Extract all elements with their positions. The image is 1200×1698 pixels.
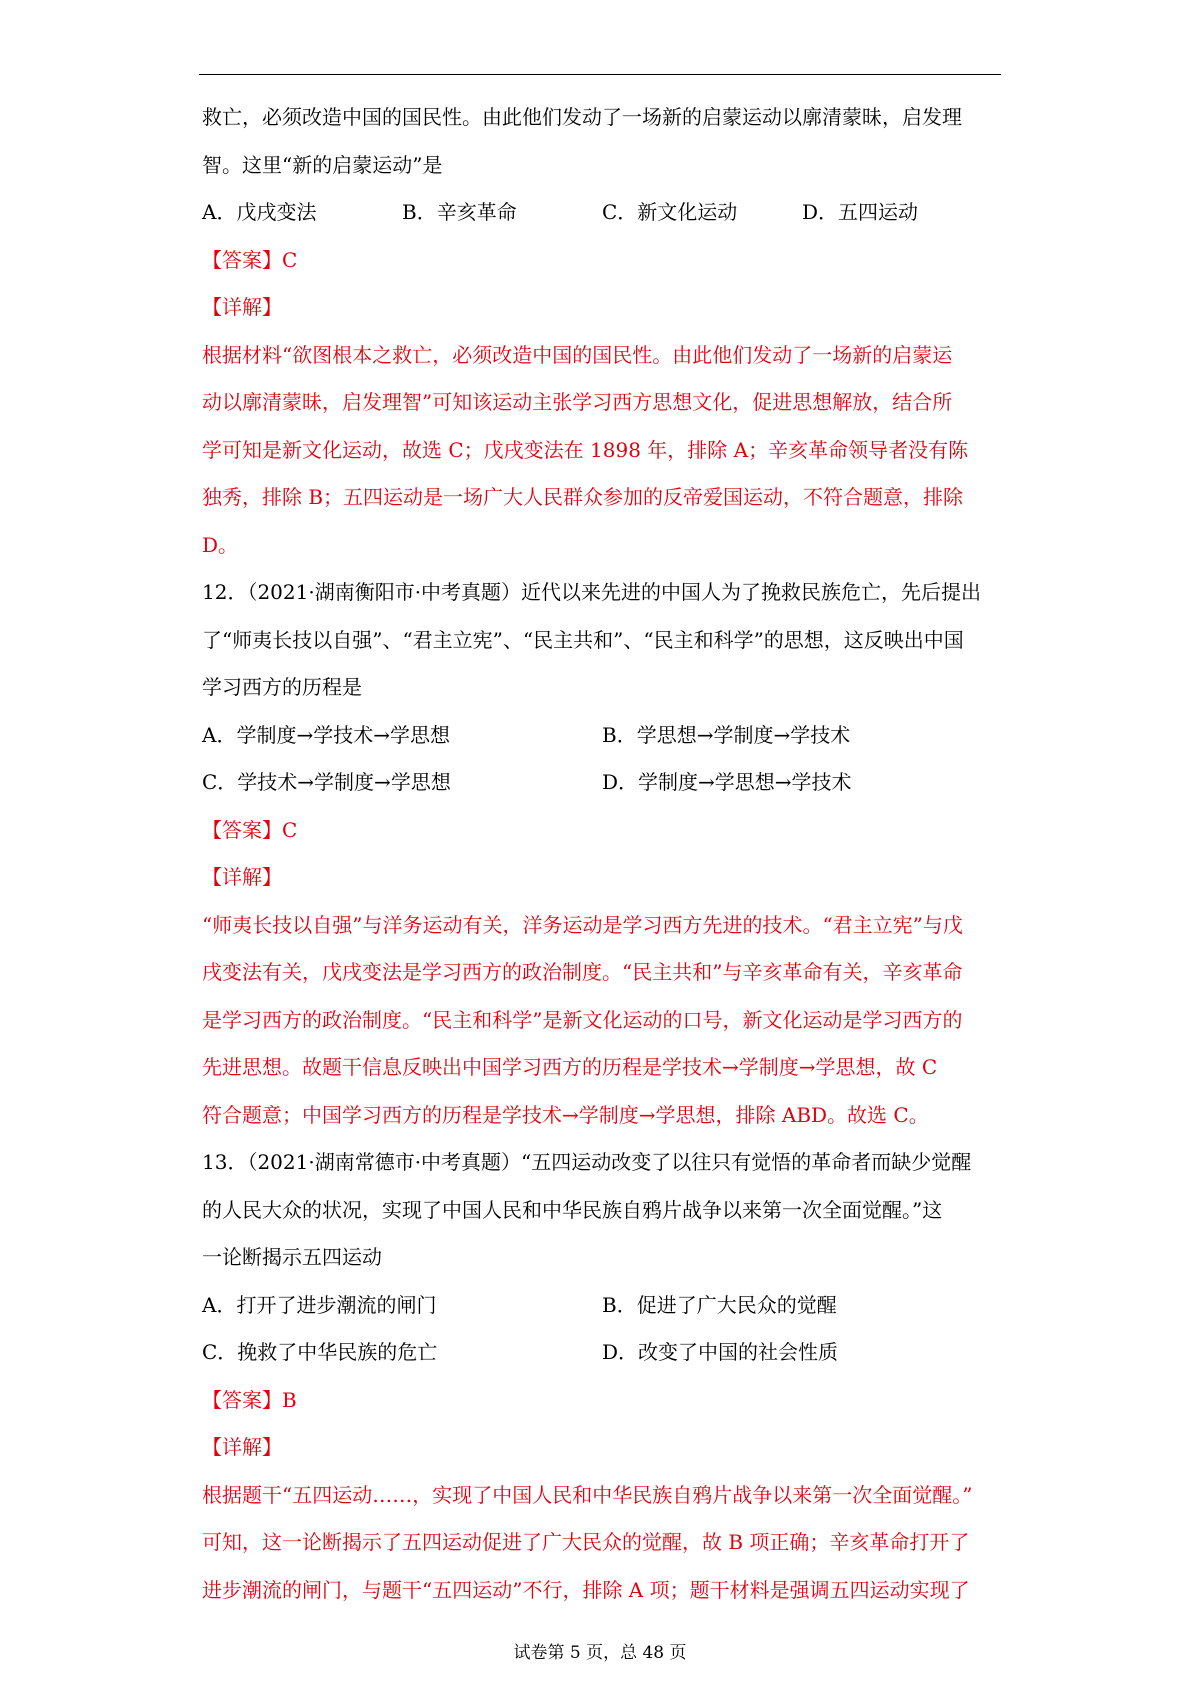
option-a: A．戊戌变法 bbox=[202, 200, 317, 224]
option-a: A．打开了进步潮流的闸门 bbox=[202, 1292, 437, 1317]
option-c: C．新文化运动 bbox=[602, 200, 738, 224]
option-d: D．改变了中国的社会性质 bbox=[602, 1340, 839, 1364]
explanation-line: 戌变法有关，戊戌变法是学习西方的政治制度。“民主共和”与辛亥革命有关，辛亥革命 bbox=[202, 960, 963, 984]
question-stem-line: 了“师夷长技以自强”、“君主立宪”、“民主共和”、“民主和科学”的思想，这反映出中国 bbox=[202, 627, 964, 652]
question-stem-line: 学习西方的历程是 bbox=[202, 675, 362, 699]
explanation-line: 进步潮流的闸门，与题干“五四运动”不行，排除 A 项；题干材料是强调五四运动实现了 bbox=[202, 1577, 970, 1602]
detail-label: 【详解】 bbox=[202, 1435, 282, 1459]
question-stem-line: 的人民大众的状况，实现了中国人民和中华民族自鸦片战争以来第一次全面觉醒。”这 bbox=[202, 1197, 943, 1222]
option-d: D．学制度→学思想→学技术 bbox=[602, 770, 852, 794]
explanation-line: “师夷长技以自强”与洋务运动有关，洋务运动是学习西方先进的技术。“君主立宪”与戊 bbox=[202, 912, 963, 937]
answer-label: 【答案】B bbox=[202, 1387, 297, 1412]
page-footer: 试卷第 5 页，总 48 页 bbox=[513, 1643, 687, 1663]
explanation-line: 可知，这一论断揭示了五四运动促进了广大民众的觉醒，故 B 项正确；辛亥革命打开了 bbox=[202, 1530, 970, 1554]
question-stem-line: 12．（2021·湖南衡阳市·中考真题）近代以来先进的中国人为了挽救民族危亡，先后提出 bbox=[202, 580, 982, 604]
option-b: B．促进了广大民众的觉醒 bbox=[602, 1292, 837, 1317]
question-stem-line: 一论断揭示五四运动 bbox=[202, 1245, 382, 1269]
answer-label: 【答案】C bbox=[202, 817, 298, 842]
page-content bbox=[202, 94, 1002, 1614]
options-row bbox=[202, 189, 1002, 237]
detail-label: 【详解】 bbox=[202, 295, 282, 319]
explanation-line: 根据材料“欲图根本之救亡，必须改造中国的国民性。由此他们发动了一场新的启蒙运 bbox=[202, 342, 953, 367]
option-b: B．学思想→学制度→学技术 bbox=[602, 722, 851, 747]
option-d: D．五四运动 bbox=[802, 200, 919, 224]
explanation-line: 独秀，排除 B；五四运动是一场广大人民群众参加的反帝爱国运动，不符合题意，排除 bbox=[202, 485, 964, 509]
question-stem-line: 智。这里“新的启蒙运动”是 bbox=[202, 152, 443, 177]
options-row bbox=[202, 759, 1002, 807]
explanation-line: 先进思想。故题干信息反映出中国学习西方的历程是学技术→学制度→学思想，故 C bbox=[202, 1055, 938, 1079]
option-c: C．学技术→学制度→学思想 bbox=[202, 770, 451, 794]
options-row bbox=[202, 712, 1002, 760]
option-a: A．学制度→学技术→学思想 bbox=[202, 722, 450, 747]
header-rule bbox=[199, 74, 1001, 75]
explanation-line: 动以廓清蒙昧，启发理智”可知该运动主张学习西方思想文化，促进思想解放，结合所 bbox=[202, 390, 953, 414]
option-b: B．辛亥革命 bbox=[402, 200, 517, 224]
explanation-line: D。 bbox=[202, 532, 239, 557]
question-stem-line: 13．（2021·湖南常德市·中考真题）“五四运动改变了以往只有觉悟的革命者而缺少觉醒 bbox=[202, 1150, 972, 1174]
question-stem-line: 救亡，必须改造中国的国民性。由此他们发动了一场新的启蒙运动以廓清蒙昧，启发理 bbox=[202, 105, 962, 129]
explanation-line: 根据题干“五四运动……，实现了中国人民和中华民族自鸦片战争以来第一次全面觉醒。” bbox=[202, 1482, 973, 1507]
explanation-line: 是学习西方的政治制度。“民主和科学”是新文化运动的口号，新文化运动是学习西方的 bbox=[202, 1007, 963, 1032]
detail-label: 【详解】 bbox=[202, 865, 282, 889]
options-row bbox=[202, 1282, 1002, 1330]
options-row bbox=[202, 1329, 1002, 1377]
explanation-line: 学可知是新文化运动，故选 C；戊戌变法在 1898 年，排除 A；辛亥革命领导者没有陈 bbox=[202, 437, 969, 462]
option-c: C．挽救了中华民族的危亡 bbox=[202, 1340, 438, 1364]
answer-label: 【答案】C bbox=[202, 247, 298, 272]
explanation-line: 符合题意；中国学习西方的历程是学技术→学制度→学思想，排除 ABD。故选 C。 bbox=[202, 1102, 929, 1127]
